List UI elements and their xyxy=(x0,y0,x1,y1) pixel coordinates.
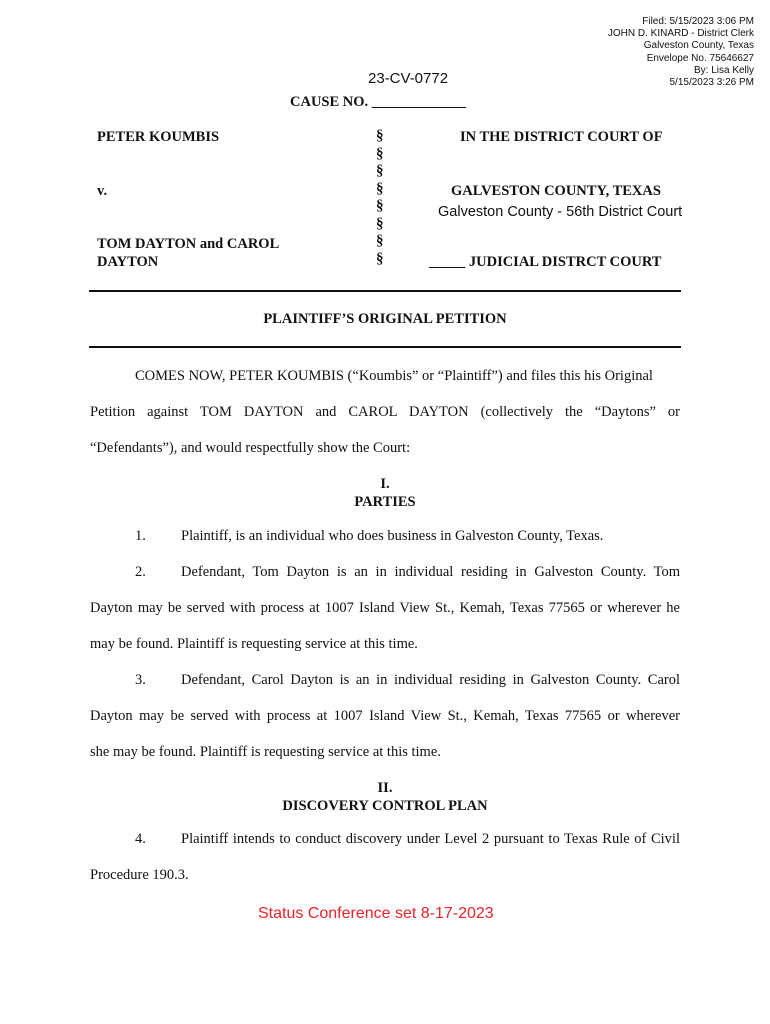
section-symbol: § xyxy=(376,180,384,197)
section-symbol: § xyxy=(376,233,384,249)
stamp-clerk-line: JOHN D. KINARD - District Clerk xyxy=(607,28,754,40)
section-symbol: § xyxy=(376,145,384,162)
status-conference-note: Status Conference set 8-17-2023 xyxy=(258,905,494,922)
section-numeral: I. xyxy=(380,476,390,492)
item-text: Defendant, Carol Dayton is an in individual residing in Galveston County. Carol xyxy=(181,672,680,688)
title-bottom-rule xyxy=(89,346,681,348)
item-text: may be found. Plaintiff is requesting service at this time. xyxy=(90,636,418,652)
stamp-accepted-line: 5/15/2023 3:26 PM xyxy=(669,77,754,89)
item-text: Plaintiff, is an individual who does business in Galveston County, Texas. xyxy=(181,528,604,544)
section-2-heading xyxy=(89,779,681,815)
item-number: 3. xyxy=(135,672,146,688)
section-1-heading xyxy=(89,475,681,511)
caption-versus: v. xyxy=(97,183,108,199)
item-text: Dayton may be served with process at 1007 Island View St., Kemah, Texas 77565 or wherever he xyxy=(90,600,680,616)
intro-line: COMES NOW, PETER KOUMBIS (“Koumbis” or “Plaintiff”) and files this his Original xyxy=(135,368,653,384)
item-paragraph xyxy=(90,662,680,770)
item-text: Dayton may be served with process at 1007 Island View St., Kemah, Texas 77565 or wherever xyxy=(90,708,680,724)
item-number: 1. xyxy=(135,528,146,544)
item-number: 4. xyxy=(135,831,146,847)
section-symbol: § xyxy=(376,198,384,214)
intro-line: Petition against TOM DAYTON and CAROL DAYTON (collectively the “Daytons” or xyxy=(90,404,680,420)
cause-number-line: CAUSE NO. _____________ xyxy=(290,94,467,110)
section-numeral: II. xyxy=(377,780,393,796)
section-symbol: § xyxy=(376,163,384,179)
item-text: Defendant, Tom Dayton is an in individual residing in Galveston County. Tom xyxy=(181,564,680,580)
item-paragraph xyxy=(90,821,680,893)
section-symbol: § xyxy=(376,128,384,144)
caption-court-line1: IN THE DISTRICT COURT OF xyxy=(460,129,663,145)
caption-court-line3: _____ JUDICIAL DISTRCT COURT xyxy=(429,254,662,270)
item-text: Plaintiff intends to conduct discovery under Level 2 pursuant to Texas Rule of Civil xyxy=(181,831,680,847)
caption-defendant-line1: TOM DAYTON and CAROL xyxy=(97,236,280,252)
caption-defendant-line2: DAYTON xyxy=(97,254,159,270)
section-symbol: § xyxy=(376,215,384,232)
section-symbol: § xyxy=(376,250,384,267)
stamp-county-line: Galveston County, Texas xyxy=(643,40,754,52)
section-symbols xyxy=(376,128,384,268)
section-title: DISCOVERY CONTROL PLAN xyxy=(282,798,488,814)
item-text: she may be found. Plaintiff is requesting service at this time. xyxy=(90,744,441,760)
case-number: 23-CV-0772 xyxy=(368,70,449,87)
court-assignment-annotation: Galveston County - 56th District Court xyxy=(438,204,683,220)
item-text: Procedure 190.3. xyxy=(90,867,189,883)
caption-court-line2: GALVESTON COUNTY, TEXAS xyxy=(451,183,661,199)
stamp-envelope-line: Envelope No. 75646627 xyxy=(646,52,754,64)
item-paragraph xyxy=(90,554,680,662)
intro-line: “Defendants”), and would respectfully show the Court: xyxy=(90,440,411,456)
stamp-by-line: By: Lisa Kelly xyxy=(693,64,754,76)
filing-stamp xyxy=(494,16,754,89)
title-top-rule xyxy=(89,290,681,292)
item-number: 2. xyxy=(135,564,146,580)
stamp-filed-line: Filed: 5/15/2023 3:06 PM xyxy=(642,16,754,27)
intro-paragraph xyxy=(90,358,680,466)
caption-plaintiff: PETER KOUMBIS xyxy=(97,129,220,145)
section-title: PARTIES xyxy=(354,494,416,510)
document-title: PLAINTIFF’S ORIGINAL PETITION xyxy=(263,311,507,327)
